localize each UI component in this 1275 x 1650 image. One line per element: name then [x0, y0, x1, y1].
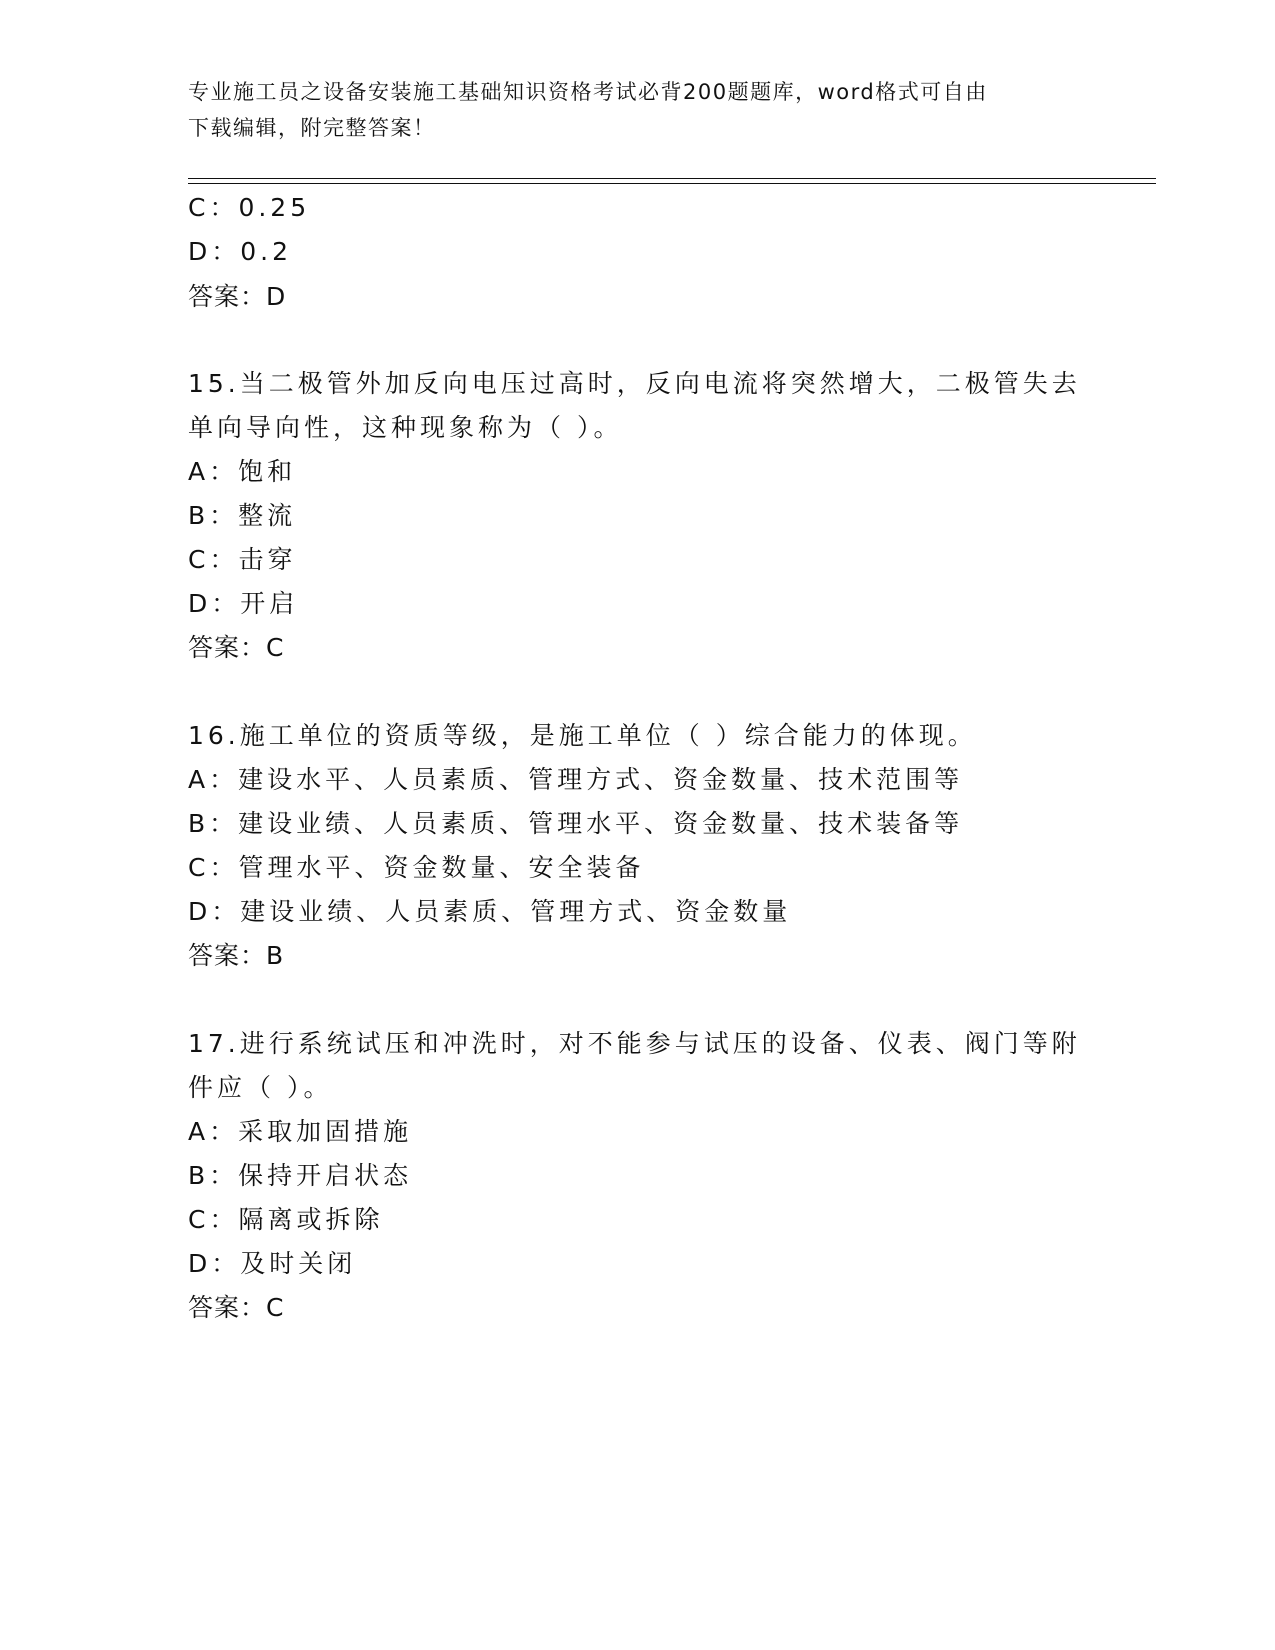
- q14-option-c: C：0.25: [188, 193, 311, 222]
- q15-stem-line1: 15.当二极管外加反向电压过高时，反向电流将突然增大，二极管失去: [188, 369, 1081, 398]
- q14-answer: 答案：D: [188, 282, 287, 311]
- q15-option-c: C：击穿: [188, 545, 297, 574]
- q17-stem-line2: 件应（ ）。: [188, 1073, 333, 1102]
- q17-answer: 答案：C: [188, 1293, 285, 1322]
- q16-option-d: D：建设业绩、人员素质、管理方式、资金数量: [188, 897, 792, 926]
- q17-option-b: B：保持开启状态: [188, 1161, 413, 1190]
- q16-answer: 答案：B: [188, 941, 285, 970]
- q15-option-d: D：开启: [188, 589, 299, 618]
- q16-option-c: C：管理水平、资金数量、安全装备: [188, 853, 645, 882]
- q15-answer: 答案：C: [188, 633, 285, 662]
- q14-option-d: D：0.2: [188, 237, 293, 266]
- q16-option-b: B：建设业绩、人员素质、管理水平、资金数量、技术装备等: [188, 809, 964, 838]
- q17-option-a: A：采取加固措施: [188, 1117, 413, 1146]
- header-divider-top: [188, 178, 1156, 179]
- header-title-line2: 下载编辑，附完整答案！: [188, 116, 436, 140]
- header-title-line1: 专业施工员之设备安装施工基础知识资格考试必背200题题库，word格式可自由: [188, 80, 988, 104]
- header-divider-bottom: [188, 183, 1156, 184]
- q16-option-a: A：建设水平、人员素质、管理方式、资金数量、技术范围等: [188, 765, 964, 794]
- q17-option-c: C：隔离或拆除: [188, 1205, 384, 1234]
- q17-stem-line1: 17.进行系统试压和冲洗时，对不能参与试压的设备、仪表、阀门等附: [188, 1029, 1081, 1058]
- q15-option-a: A：饱和: [188, 457, 297, 486]
- q15-stem-line2: 单向导向性，这种现象称为（ ）。: [188, 413, 623, 442]
- document-header: [188, 74, 1088, 146]
- q17-option-d: D：及时关闭: [188, 1249, 357, 1278]
- q16-stem-line1: 16.施工单位的资质等级，是施工单位（ ）综合能力的体现。: [188, 721, 977, 750]
- q15-option-b: B：整流: [188, 501, 297, 530]
